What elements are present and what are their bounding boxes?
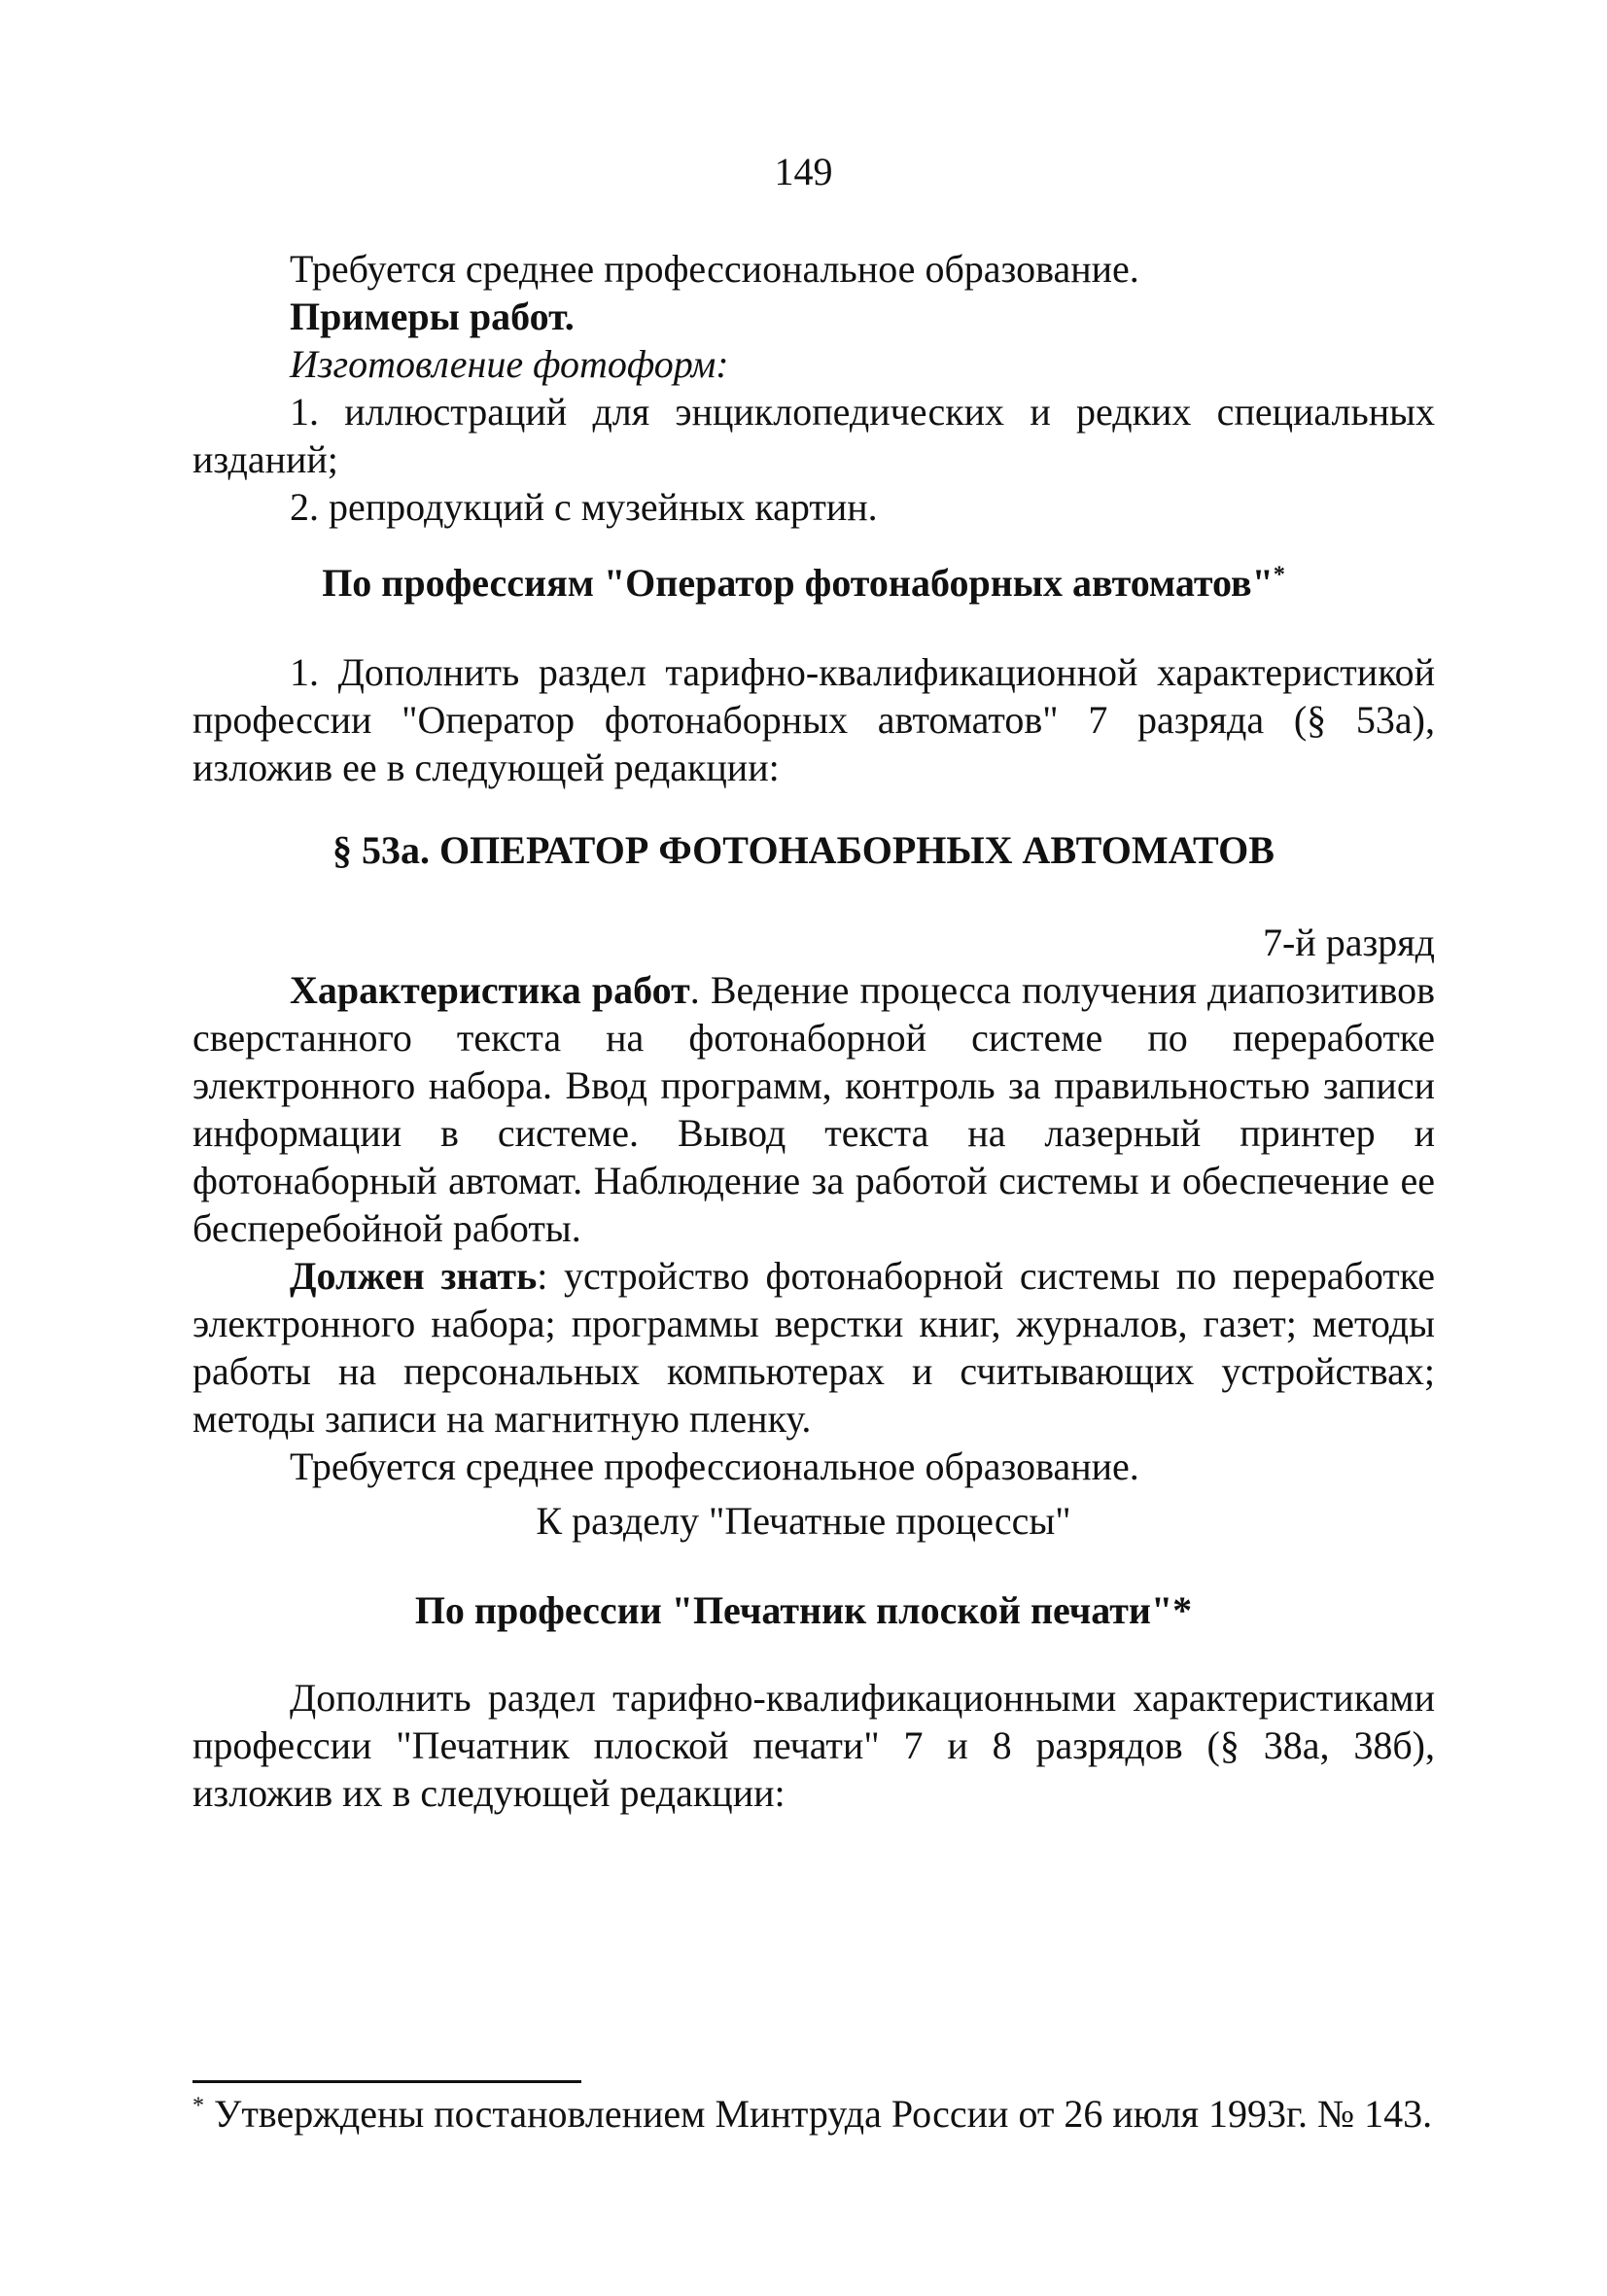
grade-label: 7-й разряд	[1262, 921, 1435, 964]
work-label: Характеристика работ	[290, 968, 690, 1012]
printing-heading-text: По профессии "Печатник плоской печати"	[414, 1588, 1173, 1632]
know-text: : устройство фотонаборной системы по переработке электронного набора; программы верстки книг, журналов, газет; методы работы на персональных компьютерах и считывающих устройствах; методы записи на магнитную пленку.	[192, 1254, 1435, 1441]
work-characteristics	[192, 966, 1435, 1252]
printing-heading	[0, 1586, 1607, 1634]
printing-intro-block	[192, 1674, 1435, 1817]
footnote-text: Утверждены постановлением Минтруда России от 26 июля 1993г. № 143.	[204, 2092, 1433, 2136]
example-item-1: 1. иллюстраций для энциклопедических и редких специальных изданий;	[192, 390, 1435, 481]
examples-subheading: Изготовление фотоформ:	[290, 342, 729, 386]
footnote-mark: *	[192, 2093, 204, 2119]
examples-heading: Примеры работ.	[290, 295, 575, 338]
top-section	[192, 245, 1435, 531]
page-number: 149	[774, 150, 833, 193]
footnote-marker: *	[1273, 562, 1285, 588]
work-text: . Ведение процесса получения диапозитивов сверстанного текста на фотонаборной системе по переработке электронного набора. Ввод программ, контроль за правильностью записи информации в системе. Вывод текста на лазерный принтер и фотонаборный автомат. Наблюдение за работой системы и обеспечение ее бесперебойной работы.	[192, 968, 1436, 1250]
operator-intro-block	[192, 648, 1435, 791]
operator-details	[192, 919, 1435, 1490]
footnote-divider	[192, 2080, 581, 2083]
education-requirement: Требуется среднее профессиональное образование.	[290, 247, 1139, 291]
operator-intro: 1. Дополнить раздел тарифно-квалификационной характеристикой профессии "Оператор фотонаборных автоматов" 7 разряда (§ 53а), изложив ее в следующей редакции:	[192, 650, 1435, 789]
example-item-2: 2. репродукций с музейных картин.	[290, 485, 878, 529]
required-knowledge	[192, 1252, 1435, 1443]
operator-section-heading	[0, 559, 1607, 607]
printing-section-title: К разделу "Печатные процессы"	[536, 1499, 1071, 1543]
footnote	[192, 2090, 1456, 2138]
operator-heading-text: По профессиям "Оператор фотонаборных автоматов"	[322, 561, 1274, 605]
printing-intro: Дополнить раздел тарифно-квалификационными характеристиками профессии "Печатник плоской печати" 7 и 8 разрядов (§ 38а, 38б), изложив их в следующей редакции:	[192, 1676, 1435, 1815]
printing-heading-mark: *	[1172, 1588, 1193, 1632]
know-label: Должен знать	[290, 1254, 538, 1298]
paragraph-title: § 53а. ОПЕРАТОР ФОТОНАБОРНЫХ АВТОМАТОВ	[332, 828, 1275, 872]
operator-education: Требуется среднее профессиональное образование.	[290, 1444, 1139, 1488]
